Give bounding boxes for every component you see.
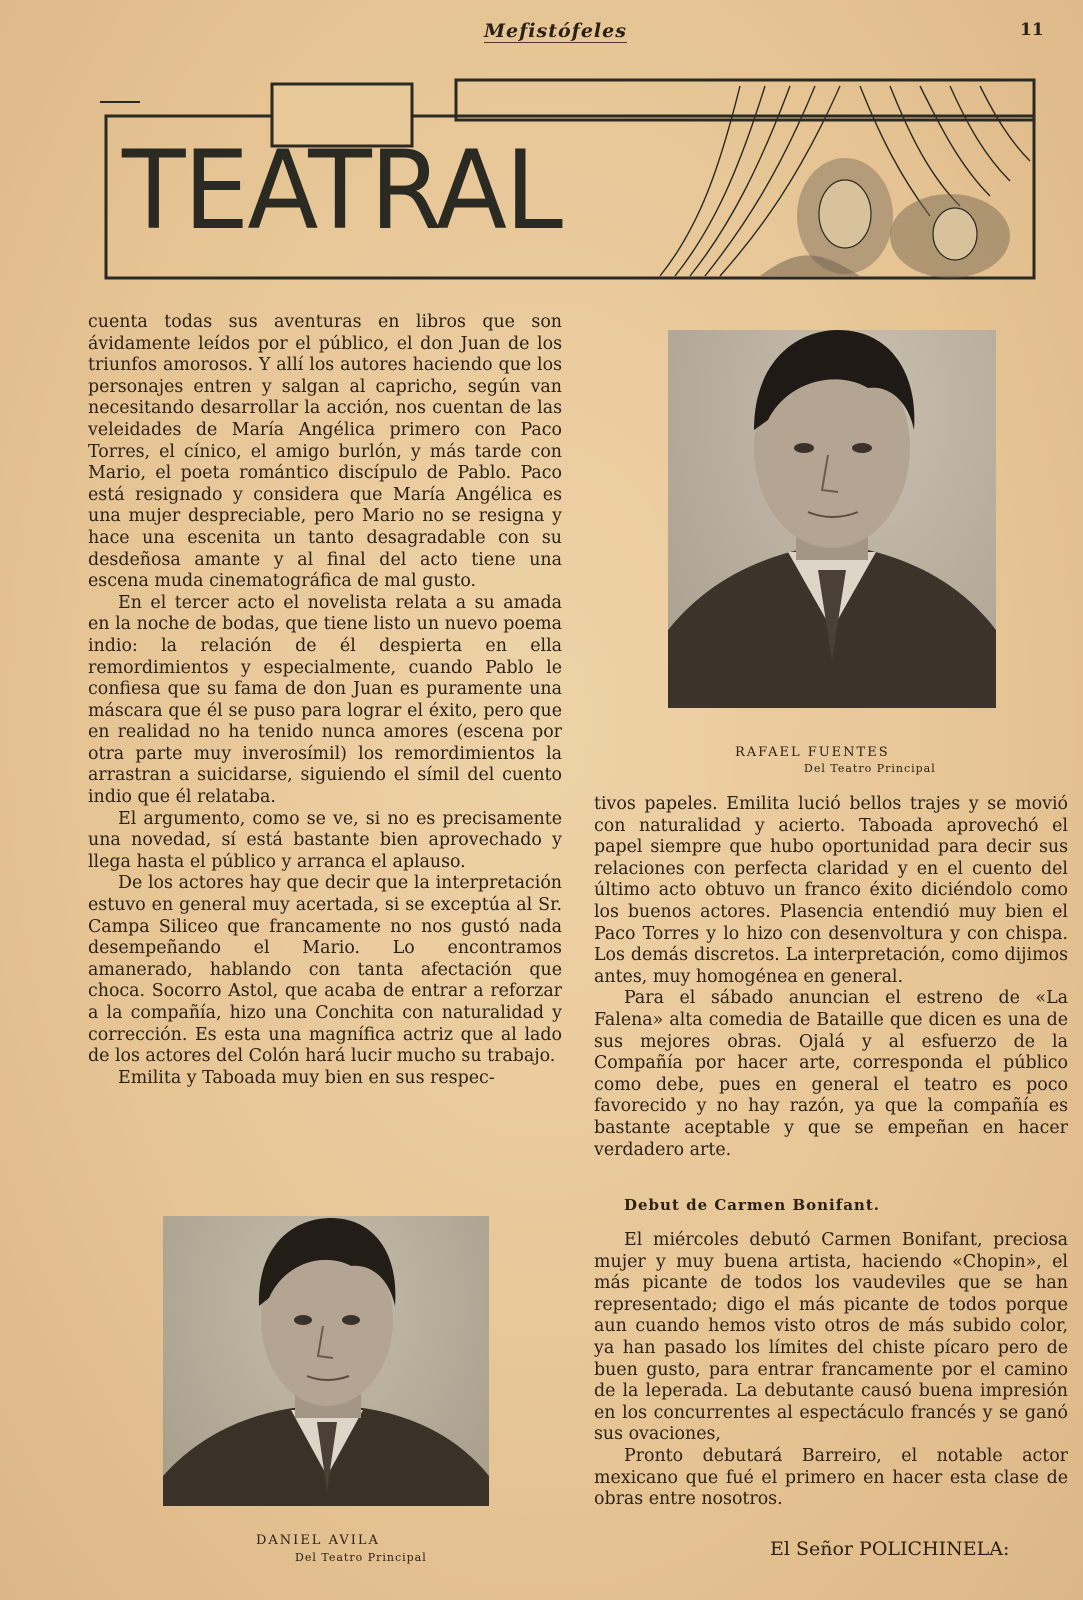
paragraph: El miércoles debutó Carmen Bonifant, preciosa mujer y muy buena artista, haciendo «Chopin», el más picante de todos los vaudeviles que se han representado; digo el más picante de todos porque aun cuando hemos visto otros de más subido color, ya han pasado los límites del chiste pícaro pero de buen gusto, para entrar francamente por el camino de la leperada. La debutante causó buena impresión en los concurrentes al espectáculo francés y se ganó sus ovaciones, — [594, 1230, 1068, 1445]
paragraph: De los actores hay que decir que la interpretación estuvo en general muy acertada, si se exceptúa al Sr. Campa Siliceo que francamente no nos gustó nada desempeñando el Mario. Lo encontramos amanerado, hablando con tanta afectación que choca. Socorro Astol, que acaba de entrar a reforzar a la compañía, hizo una Conchita con naturalidad y corrección. Es esta una magnífica actriz que al lado de los actores del Colón hará lucir mucho su trabajo. — [88, 873, 562, 1067]
paragraph: cuenta todas sus aventuras en libros que son ávidamente leídos por el público, el don Juan de los triunfos amorosos. Y allí los autores haciendo que los personajes entren y salgan al capricho, según van necesitando desarrollar la acción, nos cuentan de las veleidades de María Angélica primero con Paco Torres, el cínico, el amigo burlón, y más tarde con Mario, el poeta romántico discípulo de Pablo. Paco está resignado y considera que María Angélica es una mujer despreciable, pero Mario no se resigna y hace una escenita un tanto desagradable con su desdeñosa amante y al final del acto tiene una escena muda cinematográfica de mal gusto. — [88, 312, 562, 592]
photo-caption-subtitle: Del Teatro Principal — [295, 1551, 427, 1564]
photo-caption-name: DANIEL AVILA — [256, 1533, 380, 1548]
running-head — [0, 20, 1083, 46]
paragraph: En el tercer acto el novelista relata a su amada en la noche de bodas, que tiene listo un nuevo poema indio: la relación de él despierta en ella remordimientos y especialmente, cuando Pablo le confiesa que su fama de don Juan es puramente una máscara que él se puso para lograr el éxito, pero que en realidad no ha tenido nunca amores (escena por otra parte muy inverosímil) los remordimientos la arrastran a suicidarse, siguiendo el símil del cuento indio que él relataba. — [88, 592, 562, 808]
photo-caption-subtitle: Del Teatro Principal — [804, 762, 936, 775]
page-number: 11 — [1020, 20, 1044, 40]
paragraph: Emilita y Taboada muy bien en sus respec- — [118, 1067, 495, 1088]
paragraph: Pronto debutará Barreiro, el notable actor mexicano que fué el primero en hacer esta clase de obras entre nosotros. — [594, 1445, 1068, 1510]
photo-caption-name: RAFAEL FUENTES — [735, 745, 890, 760]
left-column — [88, 312, 562, 1089]
section-banner — [100, 76, 1040, 286]
paragraph: tivos papeles. Emilita lució bellos trajes y se movió con naturalidad y acierto. Taboada aprovechó el papel siempre que hubo oportunidad para decir sus relaciones con perfecta claridad y en el cuento del último acto obtuvo un franco éxito diciéndolo como los buenos actores. Plasencia entendió muy bien el Paco Torres y lo hizo con desenvoltura y con chispa. Los demás discretos. La interpretación, como dijimos antes, muy homogénea en general. — [594, 794, 1068, 987]
paragraph: Para el sábado anuncian el estreno de «La Falena» alta comedia de Bataille que dicen es una de sus mejores obras. Ojalá y al esfuerzo de la Compañía por hacer arte, corresponda el público como debe, pues en general el teatro es poco favorecido y no hay razón, ya que la compañía es bastante aceptable y que se empeñan en hacer verdadero arte. — [594, 988, 1068, 1160]
paragraph: El argumento, como se ve, si no es precisamente una novedad, sí está bastante bien aprovechado y llega hasta el público y arranca el aplauso. — [88, 808, 562, 872]
magazine-title: Mefistófeles — [484, 20, 627, 42]
signature: El Señor POLICHINELA: — [770, 1538, 1010, 1560]
section-heading: Debut de Carmen Bonifant. — [624, 1196, 880, 1214]
portrait-photo-rafael-fuentes — [668, 330, 996, 708]
right-column — [594, 794, 1068, 1161]
section-title: TEATRAL — [122, 125, 561, 255]
right-column-continued — [594, 1230, 1068, 1511]
portrait-photo-daniel-avila — [163, 1216, 489, 1506]
